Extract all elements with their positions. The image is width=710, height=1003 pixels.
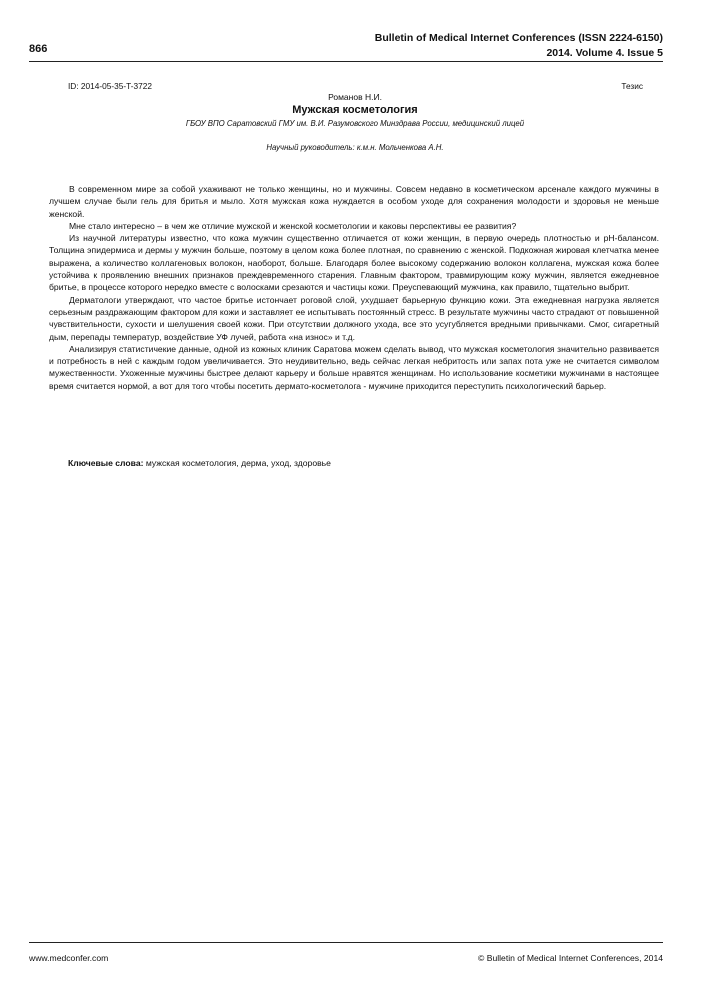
journal-header <box>375 31 663 60</box>
page-number: 866 <box>29 43 48 55</box>
footer-website: www.medconfer.com <box>29 953 109 963</box>
keywords-value: мужская косметология, дерма, уход, здоровье <box>145 458 331 468</box>
article-supervisor: Научный руководитель: к.м.н. Мольченкова А.Н. <box>266 143 444 152</box>
footer-divider <box>29 942 663 943</box>
article-type: Тезис <box>621 81 643 91</box>
article-title: Мужская косметология <box>292 104 418 116</box>
keywords-label: Ключевые слова: <box>68 458 144 468</box>
body-paragraph: В современном мире за собой ухаживают не только женщины, но и мужчины. Совсем недавно в косметическом арсенале каждого мужчины в лучшем случае были гель для бритья и мыло. Хотя мужская кожа нуждается в особом уходе для сохранения молодости и здоровья не меньше женской. <box>49 184 659 219</box>
header-divider <box>29 61 663 62</box>
body-paragraph: Дерматологи утверждают, что частое бритье истончает роговой слой, ухудшает барьерную функцию кожи. Эта ежедневная нагрузка является серьезным раздражающим фактором для кожи и заставляет ее испытывать постоянный стресс. В результате мужчины часто страдают от повышенной чувствительности, сухости и шелушения своей кожи. При отсутствии должного ухода, все это усугубляется вредными привычками. Смог, сигаретный дым, перепады температур, воздействие УФ лучей, работа «на износ» и т.д. <box>49 294 659 342</box>
article-author: Романов Н.И. <box>328 92 382 102</box>
keywords-line <box>68 458 331 468</box>
footer-copyright: © Bulletin of Medical Internet Conferences, 2014 <box>478 953 663 963</box>
journal-volume-issue: 2014. Volume 4. Issue 5 <box>546 46 663 59</box>
body-paragraph: Из научной литературы известно, что кожа мужчин существенно отличается от кожи женщин, в первую очередь плотностью и pH-балансом. Толщина эпидермиса и дермы у мужчин больше, поэтому в целом кожа более плотная, по сравнению с женской. Подкожная жировая клетчатка менее выражена, а количество коллагеновых волокон, наоборот, больше. Благодаря более высокому содержанию волокон коллагена, мужская кожа более устойчива к проявлению внешних признаков преждевременного старения. Главным фактором, травмирующим кожу мужчин, является ежедневное бритье, в процессе которого нередко вместе с волосками срезаются и частицы кожи. Преуспевающий мужчина, как правило, тщательно выбрит. <box>49 233 659 293</box>
article-body <box>49 183 659 392</box>
article-affiliation: ГБОУ ВПО Саратовский ГМУ им. В.И. Разумовского Минздрава России, медицинский лицей <box>185 119 525 128</box>
body-paragraph: Анализируя статистичекие данные, одной из кожных клиник Саратова можем сделать вывод, что мужская косметология значительно развивается и потребность в ней с каждым годом увеличивается. Это неудивительно, ведь сейчас легкая небритость или запах пота уже не считается символом мужественности. Ухоженные мужчины быстрее делают карьеру и больше нравятся женщинам. Но использование косметики мужчинами в настоящее время считается нормой, а вот для того чтобы посетить дермато-косметолога - мужчине приходится переступить психологический барьер. <box>49 343 659 391</box>
body-paragraph: Мне стало интересно – в чем же отличие мужской и женской косметологии и каковы перспективы ее развития? <box>69 220 517 231</box>
article-id: ID: 2014-05-35-T-3722 <box>68 81 152 91</box>
journal-title: Bulletin of Medical Internet Conferences (ISSN 2224-6150) <box>374 32 663 44</box>
article-meta <box>68 81 643 91</box>
